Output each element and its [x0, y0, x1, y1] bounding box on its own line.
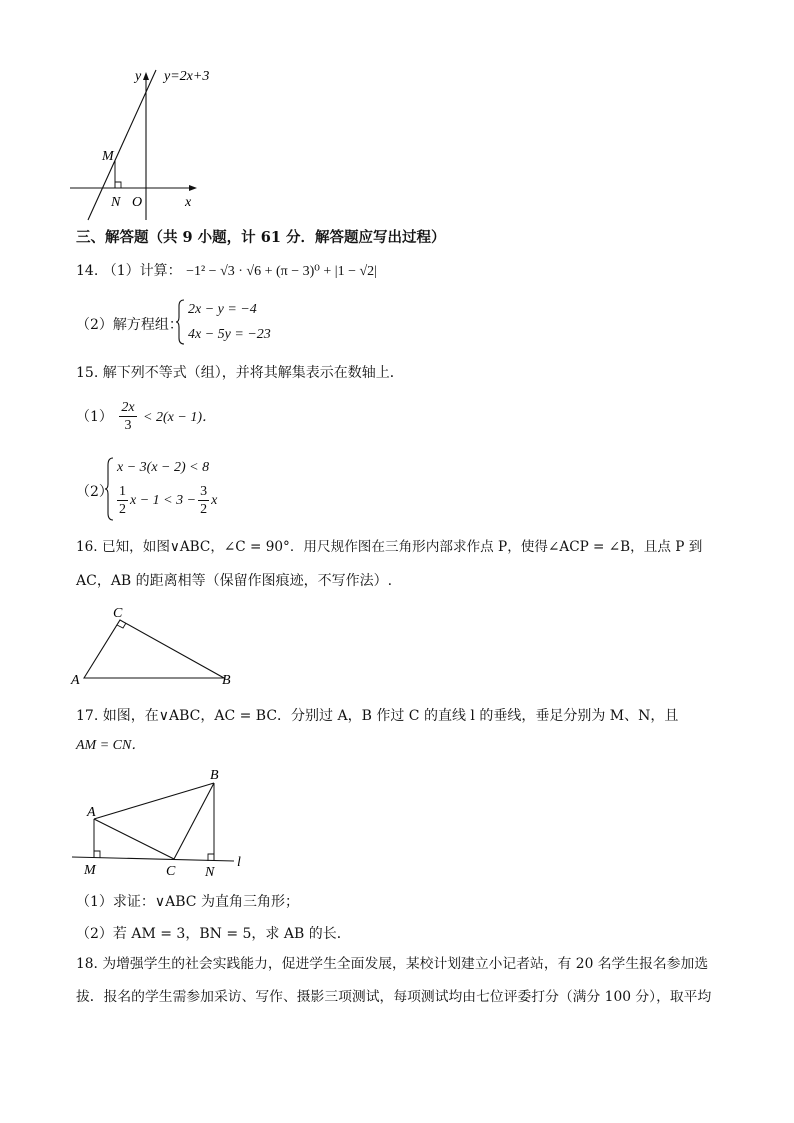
q15-system-brace — [105, 456, 115, 526]
q14-number: 14. — [76, 263, 99, 279]
right-angle-mark — [115, 182, 121, 188]
label-A: A — [71, 673, 80, 688]
label-C: C — [166, 864, 176, 879]
q14-part1 — [76, 264, 377, 279]
q15-part1-frac-den: 3 — [124, 418, 132, 434]
q17-line-1: 17. 如图，在∨ABC，AC = BC．分别过 A，B 作过 C 的直线 l 的垂线，垂足分别为 M、N，且 — [76, 708, 679, 724]
triangle-abc-line-l-figure — [66, 762, 266, 882]
q14-part1-expression: −1² − √3 · √6 + (π − 3)⁰ + |1 − √2| — [186, 264, 377, 279]
q15-sys-frac-1 — [117, 484, 128, 518]
q15-part1-prefix: （1） — [76, 408, 113, 425]
label-C: C — [113, 606, 123, 621]
q15-sys-frac-2-num: 3 — [198, 484, 209, 501]
q16-line-2: AC，AB 的距离相等（保留作图痕迹，不写作法）. — [76, 573, 393, 589]
q17-line-2: AM = CN． — [76, 738, 146, 753]
q15-sys-line2-end: x — [211, 493, 218, 509]
right-angle-mark-M — [94, 851, 100, 858]
q15-sys-frac-2-den: 2 — [200, 502, 208, 518]
q15-sys-line2-mid: x − 1 < 3 − — [130, 493, 197, 509]
label-B: B — [222, 673, 231, 688]
line-graph-figure — [60, 62, 240, 222]
right-angle-mark-C — [117, 623, 126, 628]
line-equation-label: y=2x+3 — [164, 69, 210, 84]
line-graph-svg — [60, 62, 240, 222]
section-title: 三、解答题（共 9 小题，计 61 分．解答题应写出过程） — [76, 229, 446, 246]
q14-part2-prefix: （2）解方程组： — [76, 317, 183, 333]
q18-line-1: 18. 为增强学生的社会实践能力，促进学生全面发展，某校计划建立小记者站，有 20 名学生报名参加选 — [76, 956, 709, 972]
q15-part1-rest: < 2(x − 1)． — [143, 409, 216, 425]
q14-equation-2: 4x − 5y = −23 — [188, 327, 271, 342]
label-M: M — [102, 149, 114, 164]
q16-line-1: 16. 已知，如图∨ABC，∠C = 90°．用尺规作图在三角形内部求作点 P，使得∠ACP = ∠B，且点 P 到 — [76, 539, 703, 555]
q15-part1-fraction — [119, 400, 136, 434]
q15-part1-frac-num: 2x — [119, 400, 136, 417]
label-x: x — [185, 195, 192, 210]
segment-AB — [94, 783, 214, 819]
label-y: y — [135, 69, 142, 84]
q18-line-2: 拔．报名的学生需参加采访、写作、摄影三项测试，每项测试均由七位评委打分（满分 100 分），取平均 — [76, 989, 712, 1005]
left-brace-icon — [105, 456, 115, 522]
q15-sys-frac-2 — [198, 484, 209, 518]
left-brace-icon — [176, 298, 186, 346]
q15-part2-prefix: （2） — [76, 484, 113, 500]
q15-stem-text: 解下列不等式（组），并将其解集表示在数轴上． — [102, 365, 404, 381]
y-axis-arrow — [143, 72, 149, 80]
q15-stem — [76, 366, 404, 380]
triangle-abc-figure — [66, 600, 246, 692]
x-axis-arrow — [189, 185, 197, 191]
q15-system-line-1: x − 3(x − 2) < 8 — [117, 460, 210, 475]
q17-part-1: （1）求证：∨ABC 为直角三角形； — [76, 894, 299, 910]
q17-part-2: （2）若 AM = 3，BN = 5，求 AB 的长． — [76, 926, 351, 942]
label-B: B — [210, 768, 219, 783]
q15-sys-frac-1-num: 1 — [117, 484, 128, 501]
label-N: N — [111, 195, 121, 210]
q15-sys-frac-1-den: 2 — [119, 502, 126, 518]
label-N: N — [205, 865, 215, 880]
q15-part1 — [76, 400, 216, 434]
q15-system-line-2 — [115, 484, 217, 518]
label-O: O — [132, 195, 143, 210]
q14-system-brace — [176, 298, 186, 350]
q15-number: 15. — [76, 365, 99, 381]
label-A: A — [87, 805, 96, 820]
figure-17-svg — [66, 762, 266, 882]
triangle-abc — [84, 620, 224, 678]
q14-equation-1: 2x − y = −4 — [188, 302, 257, 317]
label-l: l — [237, 855, 241, 870]
segment-AC — [94, 819, 174, 859]
line-l — [72, 857, 234, 861]
label-M: M — [84, 863, 96, 878]
triangle-abc-svg — [66, 600, 246, 692]
segment-BC — [174, 783, 214, 859]
q14-part1-prefix: （1）计算： — [102, 263, 182, 279]
